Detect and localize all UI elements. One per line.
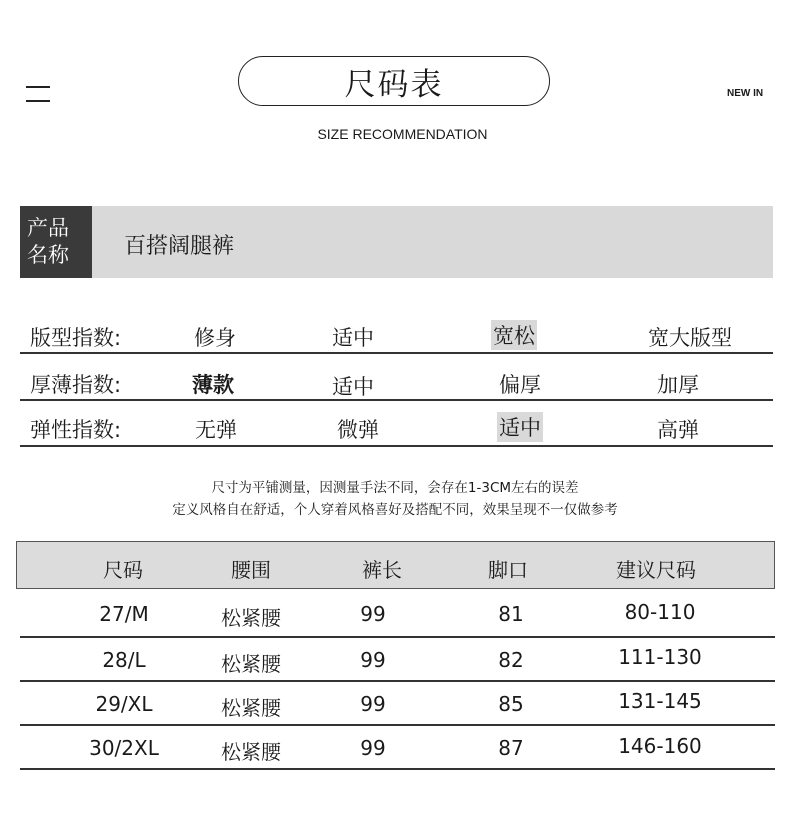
- cell-length: 99: [360, 692, 386, 716]
- index-option: 高弹: [657, 418, 699, 442]
- table-row: [20, 592, 775, 638]
- cell-hem: 81: [498, 602, 524, 626]
- col-header-waist: 腰围: [231, 558, 271, 582]
- cell-recommended: 111-130: [618, 645, 702, 669]
- index-option: 加厚: [657, 373, 699, 397]
- measurement-note: 尺寸为平铺测量，因测量手法不同，会存在1-3CM左右的误差: [211, 480, 579, 496]
- style-note: 定义风格自在舒适，个人穿着风格喜好及搭配不同，效果呈现不一仅做参考: [172, 502, 618, 518]
- cell-length: 99: [360, 602, 386, 626]
- index-option: 无弹: [195, 418, 237, 442]
- cell-recommended: 131-145: [618, 689, 702, 713]
- index-option: 微弹: [337, 418, 379, 442]
- index-label: 版型指数:: [30, 326, 122, 350]
- index-option-selected: 宽松: [491, 320, 537, 350]
- table-row: [20, 636, 775, 682]
- index-option: 适中: [332, 326, 374, 350]
- page-subtitle: SIZE RECOMMENDATION: [317, 126, 488, 142]
- table-row: [20, 680, 775, 726]
- cell-recommended: 80-110: [624, 600, 696, 624]
- index-label: 厚薄指数:: [30, 373, 122, 397]
- index-option-selected: 适中: [497, 412, 543, 442]
- cell-hem: 87: [498, 736, 524, 760]
- cell-hem: 82: [498, 648, 524, 672]
- cell-waist: 松紧腰: [221, 696, 281, 720]
- cell-waist: 松紧腰: [221, 652, 281, 676]
- col-header-size: 尺码: [103, 558, 143, 582]
- cell-length: 99: [360, 736, 386, 760]
- fit-index-row: [20, 308, 773, 354]
- product-label-line2: 名称: [27, 243, 69, 267]
- product-name: 百搭阔腿裤: [124, 234, 235, 259]
- cell-hem: 85: [498, 692, 524, 716]
- size-table-header: [16, 541, 775, 589]
- elasticity-index-row: [20, 401, 773, 447]
- cell-waist: 松紧腰: [221, 740, 281, 764]
- col-header-recommended: 建议尺码: [616, 558, 696, 582]
- index-option: 修身: [194, 326, 236, 350]
- col-header-hem: 脚口: [488, 558, 528, 582]
- table-row: [20, 724, 775, 770]
- cell-size: 28/L: [102, 648, 146, 672]
- col-header-length: 裤长: [362, 558, 402, 582]
- index-label: 弹性指数:: [30, 418, 122, 442]
- cell-recommended: 146-160: [618, 734, 702, 758]
- page-title: 尺码表: [238, 56, 550, 106]
- index-option-selected: 薄款: [192, 373, 234, 397]
- cell-length: 99: [360, 648, 386, 672]
- cell-size: 29/XL: [95, 692, 153, 716]
- product-name-label: [20, 206, 92, 278]
- cell-size: 30/2XL: [89, 736, 159, 760]
- index-option: 宽大版型: [648, 326, 732, 350]
- menu-icon[interactable]: [26, 86, 50, 102]
- cell-size: 27/M: [99, 602, 149, 626]
- new-in-label[interactable]: NEW IN: [727, 88, 764, 99]
- index-option: 适中: [332, 375, 374, 399]
- index-option: 偏厚: [499, 373, 541, 397]
- thickness-index-row: [20, 355, 773, 401]
- cell-waist: 松紧腰: [221, 606, 281, 630]
- product-label-line1: 产品: [27, 216, 69, 240]
